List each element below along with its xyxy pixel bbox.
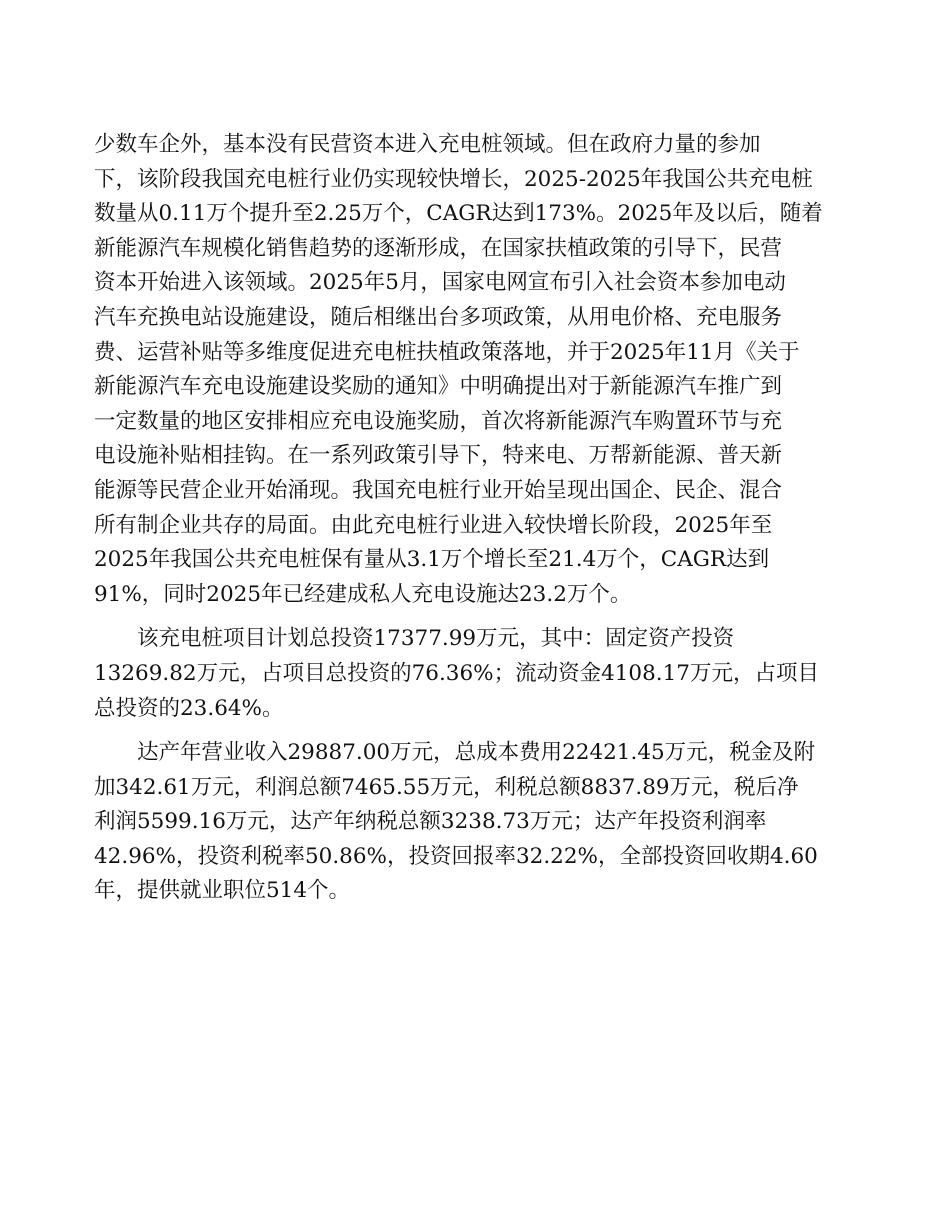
- text-line: 所有制企业共存的局面。由此充电桩行业进入较快增长阶段，2025年至: [94, 512, 773, 538]
- text-line: 新能源汽车规模化销售趋势的逐渐形成，在国家扶植政策的引导下，民营: [94, 235, 783, 261]
- text-line: 达产年营业收入29887.00万元，总成本费用22421.45万元，税金及附: [137, 740, 816, 766]
- text-line: 该充电桩项目计划总投资17377.99万元，其中：固定资产投资: [137, 626, 735, 652]
- text-line: 汽车充换电站设施建设，随后相继出台多项政策，从用电价格、充电服务: [94, 304, 783, 330]
- text-line: 少数车企外，基本没有民营资本进入充电桩领域。但在政府力量的参加: [94, 132, 761, 157]
- text-line: 13269.82万元，占项目总投资的76.36%；流动资金4108.17万元，占项目: [94, 660, 819, 686]
- text-line: 新能源汽车充电设施建设奖励的通知》中明确提出对于新能源汽车推广到: [94, 374, 783, 400]
- text-line: 费、运营补贴等多维度促进充电桩扶植政策落地，并于2025年11月《关于: [94, 339, 800, 365]
- text-line: 数量从0.11万个提升至2.25万个，CAGR达到173%。2025年及以后，随着: [94, 201, 823, 227]
- paragraph-financials: [94, 736, 864, 909]
- text-line: 2025年我国公共充电桩保有量从3.1万个增长至21.4万个，CAGR达到: [94, 547, 770, 573]
- text-line: 利润5599.16万元，达产年纳税总额3238.73万元；达产年投资利润率: [94, 809, 767, 835]
- text-line: 加342.61万元，利润总额7465.55万元，利税总额8837.89万元，税后净: [94, 774, 799, 800]
- text-line: 资本开始进入该领域。2025年5月，国家电网宣布引入社会资本参加电动: [94, 270, 786, 296]
- text-line: 下，该阶段我国充电桩行业仍实现较快增长，2025-2025年我国公共充电桩: [94, 166, 813, 192]
- text-line: 总投资的23.64%。: [94, 695, 284, 721]
- document-body: [94, 128, 864, 909]
- text-line: 一定数量的地区安排相应充电设施奖励，首次将新能源汽车购置环节与充: [94, 408, 783, 434]
- text-line: 能源等民营企业开始涌现。我国充电桩行业开始呈现出国企、民企、混合: [94, 477, 783, 503]
- text-line: 91%，同时2025年已经建成私人充电设施达23.2万个。: [94, 581, 632, 607]
- paragraph-investment: [94, 622, 864, 726]
- text-line: 年，提供就业职位514个。: [94, 878, 351, 904]
- text-line: 42.96%，投资利税率50.86%，投资回报率32.22%，全部投资回收期4.60: [94, 843, 818, 869]
- paragraph-charging-history: [94, 128, 864, 612]
- text-line: 电设施补贴相挂钩。在一系列政策引导下，特来电、万帮新能源、普天新: [94, 443, 783, 469]
